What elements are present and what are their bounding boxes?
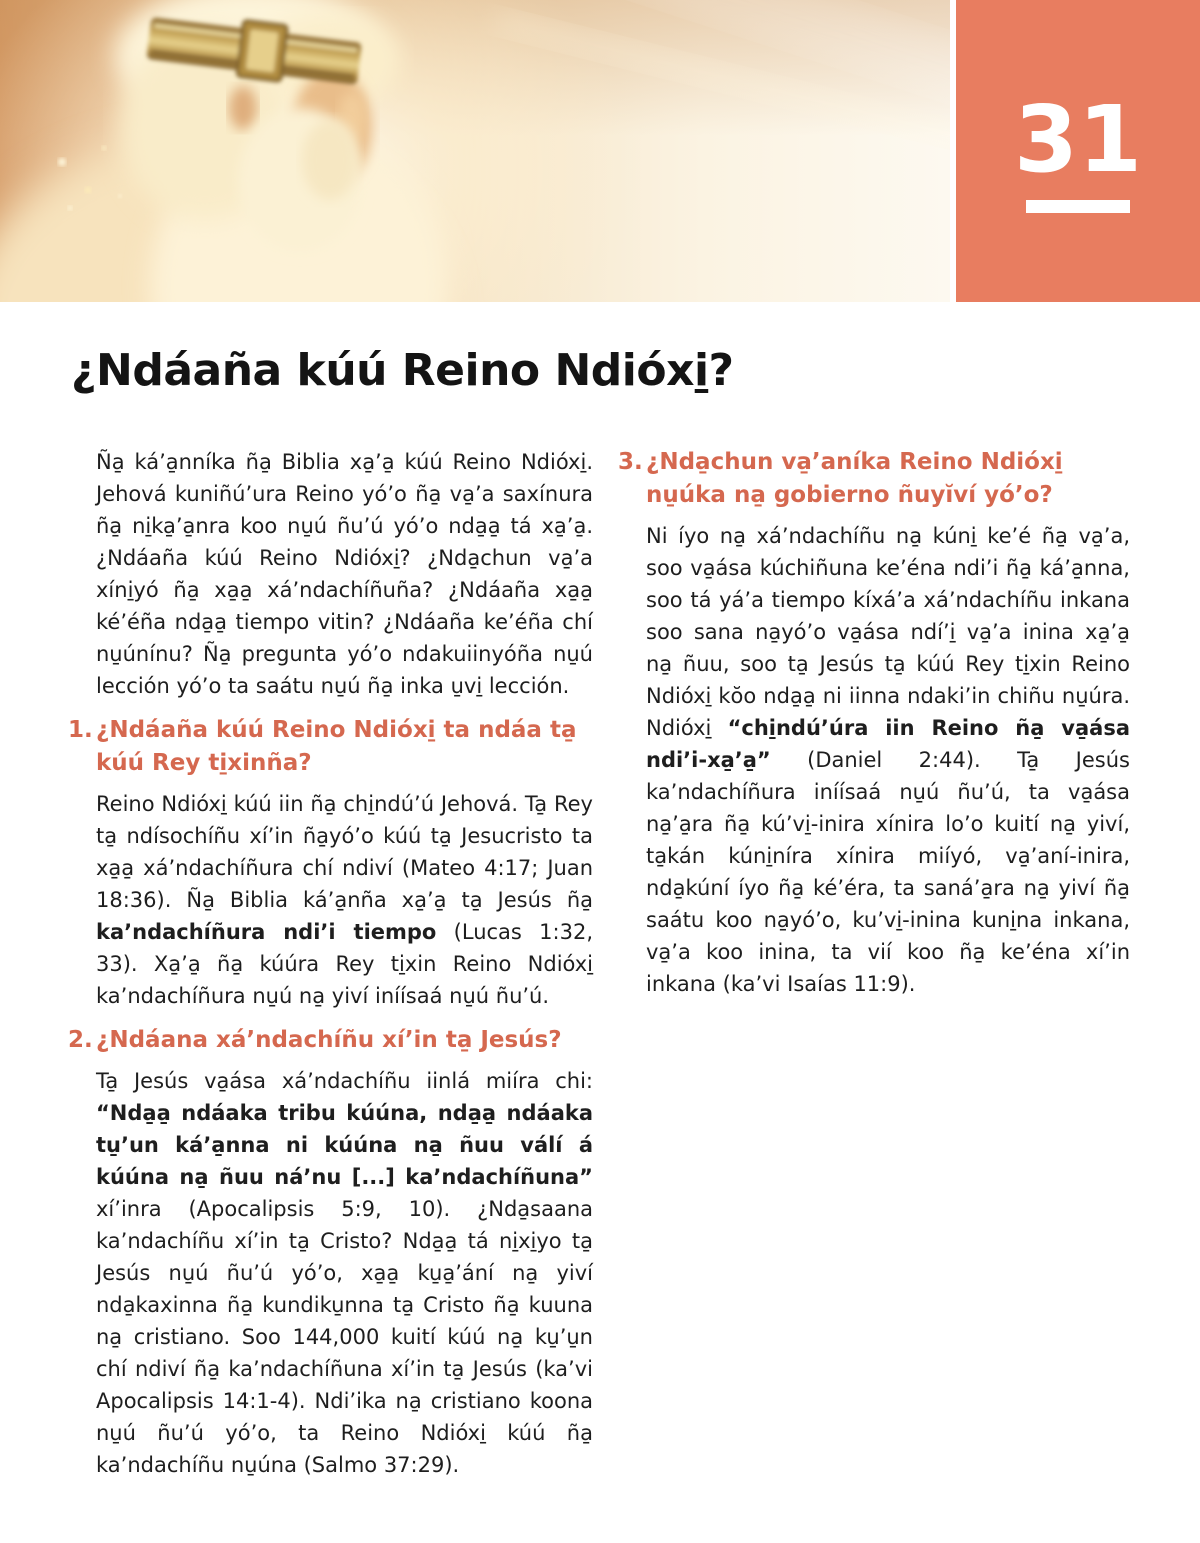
column-left	[68, 446, 593, 1481]
page-title: ¿Ndáaña kúú Reino Ndióxi̱?	[71, 345, 734, 396]
section-2-title	[68, 1024, 593, 1057]
section-1	[68, 714, 593, 1012]
section-2-title-text: ¿Ndáana xá’ndachíñu xí’in ta̱ Jesús?	[96, 1027, 562, 1053]
section-3-title	[618, 446, 1130, 512]
lesson-number-badge	[956, 0, 1200, 302]
lesson-number-underline	[1026, 200, 1130, 213]
header-image	[0, 0, 950, 302]
section-2-paragraph: Ta̱ Jesús va̱ása xá’ndachíñu iinlá miíra chi: “Nda̱a̱ ndáaka tribu kúúna, nda̱a̱ ndáaka tu̱’un ká’a̱nna ni kúúna na̱ ñuu válí á kúúna na̱ ñuu ná’nu [...] ka’ndachíñuna” xí’inra (Apocalipsis 5:9, 10). ¿Nda̱saana ka’ndachíñu xí’in ta̱ Cristo? Nda̱a̱ tá ni̱xi̱yo ta̱ Jesús nu̱ú ñu’ú yó’o, xa̱a̱ ku̱a̱’ání na̱ yiví nda̱kaxinna ña̱ kundiku̱nna ta̱ Cristo ña̱ kuuna na̱ cristiano. Soo 144,000 kuití kúú na̱ ku̱’u̱n chí ndiví ña̱ ka’ndachíñuna xí’in ta̱ Jesús (ka’vi Apocalipsis 14:1-4). Ndi’ika na̱ cristiano koona nu̱ú ñu’ú yó’o, ta Reino Ndióxi̱ kúú ña̱ ka’ndachíñu nu̱úna (Salmo 37:29).	[96, 1069, 593, 1477]
section-1-number: 1.	[68, 717, 93, 743]
section-2-number: 2.	[68, 1027, 93, 1053]
section-3-title-text: ¿Nda̱chun va̱’aníka Reino Ndióxi̱ nu̱úka na̱ gobierno ñuyĭví yó’o?	[646, 449, 1063, 508]
section-3-paragraph: Ni íyo na̱ xá’ndachíñu na̱ kúni̱ ke’é ña̱ va̱’a, soo va̱ása kúchiñuna ke’éna ndi’i ña̱ ká’a̱nna, soo tá yá’a tiempo kíxá’a xá’ndachíñu inkana soo sana na̱yó’o va̱ása ndí’i̱ va̱’a inina xa̱’a̱ na̱ ñuu, soo ta̱ Jesús ta̱ kúú Rey ti̱xin Reino Ndióxi̱ kŏo nda̱a̱ ni iinna ndaki’in chiñu nu̱úra. Ndióxi̱ “chi̱ndú’úra iin Reino ña̱ va̱ása ndi’i-xa̱’a̱” (Daniel 2:44). Ta̱ Jesús ka’ndachíñura iníísaá nu̱ú ñu’ú, ta va̱ása na̱’a̱ra ña̱ kú’vi̱-inira xínira lo’o kuití na̱ yiví, ta̱kán kúni̱níra xínira miíyó, va̱’aní-inira, nda̱kúní íyo ña̱ ké’éra, ta saná’a̱ra na̱ yiví ña̱ saátu koo na̱yó’o, ku’vi̱-inina kuni̱na inkana, va̱’a koo inina, ta vií koo ña̱ ke’éna xí’in inkana (ka’vi Isaías 11:9).	[646, 524, 1130, 996]
lesson-number: 31	[1013, 86, 1143, 193]
section-2	[68, 1024, 593, 1481]
section-3	[618, 446, 1130, 1000]
section-1-title	[68, 714, 593, 780]
king-portrait-graphic	[0, 0, 950, 302]
intro-paragraph: Ña̱ ká’a̱nníka ña̱ Biblia xa̱’a̱ kúú Reino Ndióxi̱. Jehová kuniñú’ura Reino yó’o ña̱ va̱’a saxínura ña̱ ni̱ka̱’a̱nra koo nu̱ú ñu’ú yó’o nda̱a̱ tá xa̱’a̱. ¿Ndáaña kúú Reino Ndióxi̱? ¿Nda̱chun va̱’a xíni̱yó ña̱ xa̱a̱ xá’ndachíñuña? ¿Ndáaña xa̱a̱ ké’éña nda̱a̱ tiempo vitin? ¿Ndáaña ke’éña chí nu̱únínu? Ña̱ pregunta yó’o ndakuiinyóña nu̱ú lección yó’o ta saátu nu̱ú ña̱ inka u̱vi̱ lección.	[96, 450, 593, 698]
column-right	[618, 446, 1130, 1000]
section-3-number: 3.	[618, 449, 643, 475]
section-1-title-text: ¿Ndáaña kúú Reino Ndióxi̱ ta ndáa ta̱ kúú Rey ti̱xinña?	[96, 717, 577, 776]
header	[0, 0, 1200, 302]
section-1-paragraph: Reino Ndióxi̱ kúú iin ña̱ chi̱ndú’ú Jehová. Ta̱ Rey ta̱ ndísochíñu xí’in ña̱yó’o kúú ta̱ Jesucristo ta xa̱a̱ xá’ndachíñura chí ndiví (Mateo 4:17; Juan 18:36). Ña̱ Biblia ká’a̱nña xa̱’a̱ ta̱ Jesús ña̱ ka’ndachíñura ndi’i tiempo (Lucas 1:32, 33). Xa̱’a̱ ña̱ kúúra Rey ti̱xin Reino Ndióxi̱ ka’ndachíñura nu̱ú na̱ yiví iníísaá nu̱ú ñu’ú.	[96, 792, 593, 1008]
